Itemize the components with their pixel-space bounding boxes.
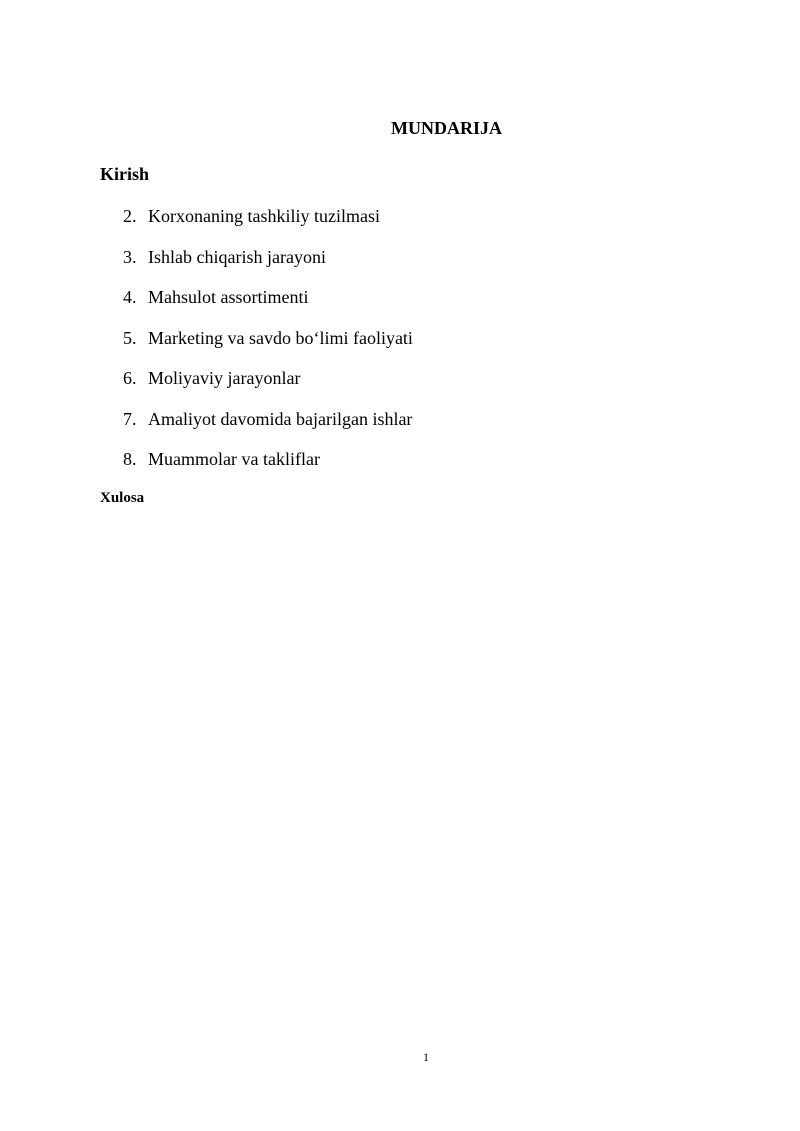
toc-item-label: Amaliyot davomida bajarilgan ishlar [148, 409, 413, 429]
toc-item-number: 2. [123, 206, 137, 226]
toc-item-number: 5. [123, 328, 137, 348]
toc-item [123, 367, 300, 389]
toc-item [123, 408, 412, 430]
toc-item-label: Marketing va savdo bo‘limi faoliyati [148, 328, 413, 348]
toc-item-label: Moliyaviy jarayonlar [148, 368, 301, 388]
toc-item-label: Mahsulot assortimenti [148, 287, 309, 307]
toc-item-label: Korxonaning tashkiliy tuzilmasi [148, 206, 380, 226]
toc-item [123, 246, 326, 268]
toc-item [123, 286, 309, 308]
toc-item [123, 448, 320, 470]
toc-item [123, 327, 413, 349]
toc-item-number: 7. [123, 409, 137, 429]
page-number: 1 [423, 1050, 429, 1064]
toc-item [123, 205, 380, 227]
toc-item-number: 4. [123, 287, 137, 307]
toc-item-label: Muammolar va takliflar [148, 449, 320, 469]
toc-intro-heading: Kirish [100, 164, 150, 184]
toc-item-number: 3. [123, 247, 137, 267]
page-title: MUNDARIJA [391, 118, 502, 138]
toc-item-number: 8. [123, 449, 137, 469]
toc-conclusion-heading: Xulosa [100, 490, 145, 506]
title-block [0, 117, 800, 141]
toc-item-label: Ishlab chiqarish jarayoni [148, 247, 326, 267]
toc-item-number: 6. [123, 368, 137, 388]
